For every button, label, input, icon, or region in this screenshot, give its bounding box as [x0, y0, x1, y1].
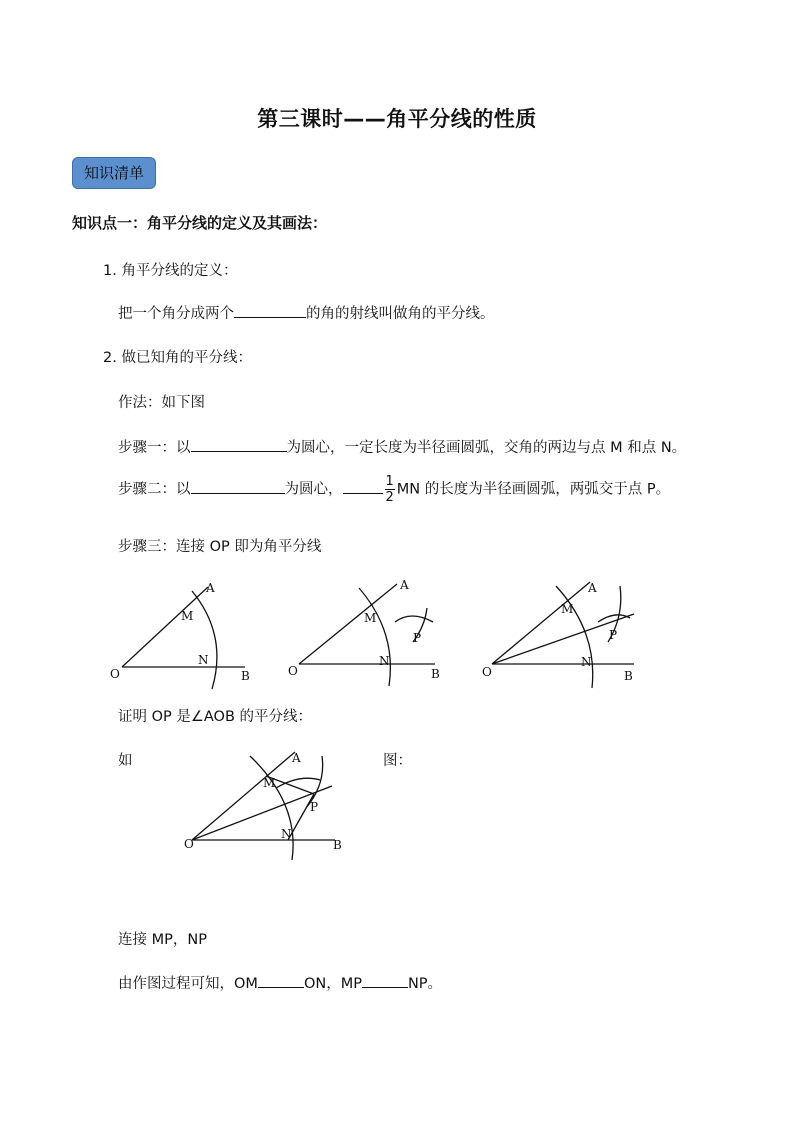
label-B: B: [431, 667, 440, 681]
arc-MN: [192, 591, 217, 689]
label-O: O: [288, 664, 298, 678]
result-text-c: NP。: [407, 976, 443, 992]
label-B: B: [241, 669, 250, 683]
proof-word-ru: 如: [118, 753, 133, 769]
fraction-numerator: 1: [385, 474, 394, 489]
figure-proof: [180, 744, 350, 862]
step2-blank-compare[interactable]: [343, 479, 383, 494]
result-text-a: 由作图过程可知，OM: [118, 976, 258, 992]
item1-heading: 1. 角平分线的定义：: [103, 263, 238, 279]
label-P: P: [609, 628, 618, 642]
step2-text-a: 步骤二：以: [118, 481, 191, 498]
label-O: O: [184, 837, 194, 851]
label-A: A: [400, 578, 409, 592]
result-blank-1[interactable]: [258, 973, 304, 988]
label-N: N: [581, 655, 592, 669]
step2-text-c: MN 的长度为半径画圆弧，两弧交于点 P。: [396, 481, 671, 498]
section-badge: 知识清单: [72, 157, 156, 189]
ray-OA: [492, 582, 590, 664]
step2-text-b: 为圆心，: [284, 481, 343, 498]
step3-line: 步骤三：连接 OP 即为角平分线: [118, 539, 322, 555]
label-N: N: [379, 654, 390, 668]
proof-intro: 证明 OP 是∠AOB 的平分线：: [118, 709, 313, 725]
page-title: 第三课时——角平分线的性质: [257, 107, 537, 131]
label-B: B: [624, 669, 633, 683]
label-N: N: [198, 653, 209, 667]
definition-text-b: 的角的射线叫做角的平分线。: [306, 306, 495, 322]
proof-word-tu: 图：: [383, 753, 412, 769]
label-B: B: [333, 838, 342, 852]
fraction-denominator: 2: [385, 490, 394, 505]
label-A: A: [206, 581, 215, 595]
result-line: [118, 972, 442, 993]
label-P: P: [310, 800, 319, 814]
label-O: O: [110, 667, 120, 681]
step1-text-a: 步骤一：以: [118, 440, 191, 456]
item2-heading: 2. 做已知角的平分线：: [103, 350, 252, 366]
label-O: O: [482, 665, 492, 679]
step1-line: [118, 436, 686, 457]
figure-step3: [478, 572, 638, 690]
result-blank-2[interactable]: [362, 973, 408, 988]
figure-step1: [108, 575, 258, 690]
definition-line: [118, 302, 495, 323]
label-M: M: [561, 602, 574, 616]
method-line: 作法：如下图: [118, 395, 205, 411]
definition-blank[interactable]: [234, 303, 306, 318]
label-M: M: [364, 611, 377, 625]
connect-line: 连接 MP，NP: [118, 932, 207, 948]
figure-step2: [285, 572, 445, 687]
ray-OA: [192, 752, 295, 840]
step1-blank[interactable]: [191, 437, 287, 452]
knowledge-point-heading: 知识点一：角平分线的定义及其画法：: [72, 214, 328, 232]
fraction-one-half: [385, 474, 395, 505]
label-A: A: [588, 581, 597, 595]
label-A: A: [292, 751, 301, 765]
step2-blank-center[interactable]: [191, 479, 285, 494]
step1-text-b: 为圆心，一定长度为半径画圆弧，交角的两边与点 M 和点 N。: [286, 440, 687, 456]
label-M: M: [181, 609, 194, 623]
step2-line: [118, 474, 670, 505]
label-M: M: [263, 776, 276, 790]
label-P: P: [413, 631, 422, 645]
ray-OA: [122, 587, 208, 667]
label-N: N: [281, 827, 292, 841]
arc-from-N: [395, 616, 433, 622]
result-text-b: ON，MP: [303, 976, 362, 992]
definition-text-a: 把一个角分成两个: [118, 306, 234, 322]
arc-from-N: [276, 778, 320, 788]
